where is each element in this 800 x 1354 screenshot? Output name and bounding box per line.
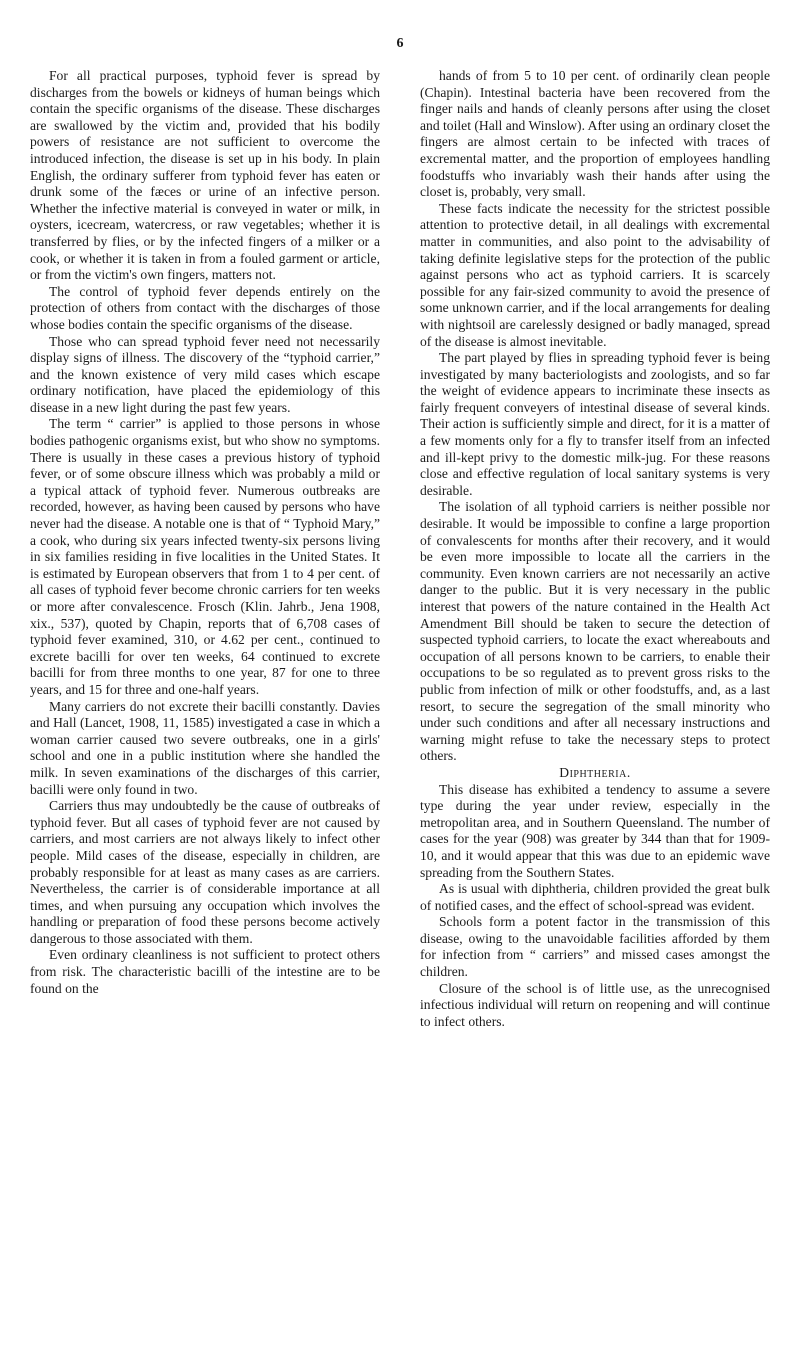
paragraph: Closure of the school is of little use, as the unrecognised infectious individual will return on reopening and will continue to infect others. — [420, 980, 770, 1029]
paragraph: As is usual with diphtheria, children provided the great bulk of notified cases, and the effect of school-spread was evident. — [420, 881, 770, 913]
paragraph: Those who can spread typhoid fever need not necessarily display signs of illness. The discovery of the “typhoid carrier,” and the known existence of very mild cases which escape ordinary notification, have placed the epidemiology of this disease in a new light during the past few years. — [30, 333, 380, 415]
paragraph: The control of typhoid fever depends entirely on the protection of others from contact with the discharges of those whose bodies contain the specific organisms of the disease. — [30, 283, 380, 332]
paragraph: The isolation of all typhoid carriers is neither possible nor desirable. It would be impossible to confine a large proportion of convalescents for months after their recovery, and it would be even more impossible to locate all the carriers in the community. Even known carriers are not necessarily an active danger to the public. But it is very necessary in the public interest that powers of the nature contained in the Health Act Amendment Bill should be taken to secure the detection of suspected typhoid carriers, to locate the exact whereabouts and occupation of all persons known to be carriers, to enable their occupations to be so regulated as to prevent gross risks to the public from infection of milk or other foodstuffs, and, as a last resort, to secure the segregation of the small minority who under such conditions and after all necessary instructions and warning might refuse to take the necessary steps to protect others. — [420, 499, 770, 764]
paragraph: Even ordinary cleanliness is not sufficient to protect others from risk. The characteristic bacilli of the intestine are to be found on the — [30, 947, 380, 996]
paragraph: Many carriers do not excrete their bacilli constantly. Davies and Hall (Lancet, 1908, 11, 1585) investigated a case in which a woman carrier caused two severe outbreaks, one in a girls' school and one in a public institution where she handled the milk. In seven examinations of the discharges of this carrier, bacilli were only found in two. — [30, 698, 380, 797]
paragraph: Schools form a potent factor in the transmission of this disease, owing to the unavoidable facilities afforded by them for infection from “ carriers” and missed cases amongst the children. — [420, 914, 770, 980]
paragraph: The part played by flies in spreading typhoid fever is being investigated by many bacteriologists and zoologists, and so far the weight of evidence appears to incriminate these insects as fairly frequent conveyers of intestinal disease of several kinds. Their action is sufficiently simple and direct, for it is a matter of a few moments only for a fly to transfer itself from an infected and ill-kept privy to the domestic milk-jug. For these reasons close and effective regulation of local sanitary systems is very desirable. — [420, 350, 770, 498]
left-column — [30, 68, 380, 997]
paragraph: For all practical purposes, typhoid fever is spread by discharges from the bowels or kidneys of human beings which contain the specific organisms of the disease. These discharges are swallowed by the victim and, provided that his bodily powers of resistance are not sufficient to overcome the introduced infection, the disease is set up in his body. In plain English, the ordinary sufferer from typhoid fever has eaten or drunk some of the fæces or urine of an infective person. Whether the infective material is conveyed in water or milk, in oysters, icecream, watercress, or raw vegetables; whether it is transferred by flies, or by the infected fingers of a milker or a cook, or whether it is taken in from a fouled garment or article, or from the victim's own fingers, matters not. — [30, 68, 380, 283]
page-number: 6 — [396, 36, 404, 51]
section-heading-diphtheria: Diphtheria. — [559, 764, 631, 780]
paragraph: These facts indicate the necessity for the strictest possible attention to protective detail, in all dealings with excremental matter in communities, and also point to the advisability of taking definite legislative steps for the protection of the public against persons who act as typhoid carriers. It is scarcely possible for any fair-sized community to avoid the presence of some unknown carrier, and if the local arrangements for dealing with nightsoil are carelessly designed or badly managed, spread of the disease is almost inevitable. — [420, 200, 770, 349]
paragraph: Carriers thus may undoubtedly be the cause of outbreaks of typhoid fever. But all cases of typhoid fever are not caused by carriers, and most carriers are not always likely to infect other people. Mild cases of the disease, especially in children, are probably responsible for at least as many cases as are carriers. Nevertheless, the carrier is of considerable importance at all times, and when pursuing any occupation which involves the handling or preparation of food these persons become actively dangerous to those associated with them. — [30, 798, 380, 946]
paragraph: hands of from 5 to 10 per cent. of ordinarily clean people (Chapin). Intestinal bacteria have been recovered from the finger nails and hands of cleanly persons after using the closet and toilet (Hall and Winslow). After using an ordinary closet the fingers are almost certain to be infected with traces of excremental matter, and the proportion of employees handling foodstuffs who invariably wash their hands after using the closet is, probably, very small. — [420, 68, 770, 200]
paragraph: This disease has exhibited a tendency to assume a severe type during the year under review, especially in the metropolitan area, and in Southern Queensland. The number of cases for the year (908) was greater by 344 than that for 1909-10, and it would appear that this was due to an epidemic wave spreading from the Southern States. — [420, 781, 770, 880]
paragraph: The term “ carrier” is applied to those persons in whose bodies pathogenic organisms exist, but who show no symptoms. There is usually in these cases a previous history of typhoid fever, or of some obscure illness which was probably a mild or a typical attack of typhoid fever. Numerous outbreaks are recorded, however, as having been caused by persons who have never had the disease. A notable one is that of “ Typhoid Mary,” a cook, who during six years infected twenty-six persons living in six families residing in five localities in the United States. It is estimated by European observers that from 1 to 4 per cent. of all cases of typhoid fever become chronic carriers for ten weeks or more after convalescence. Frosch (Klin. Jahrb., Jena 1908, xix., 537), quoted by Chapin, reports that of 6,708 cases of typhoid fever examined, 310, or 4.62 per cent., continued to excrete bacilli for over ten weeks, 64 continued to excrete bacilli for from three months to one year, 87 for one to three years, and 15 for three and one-half years. — [30, 416, 380, 697]
right-column — [420, 68, 770, 1030]
